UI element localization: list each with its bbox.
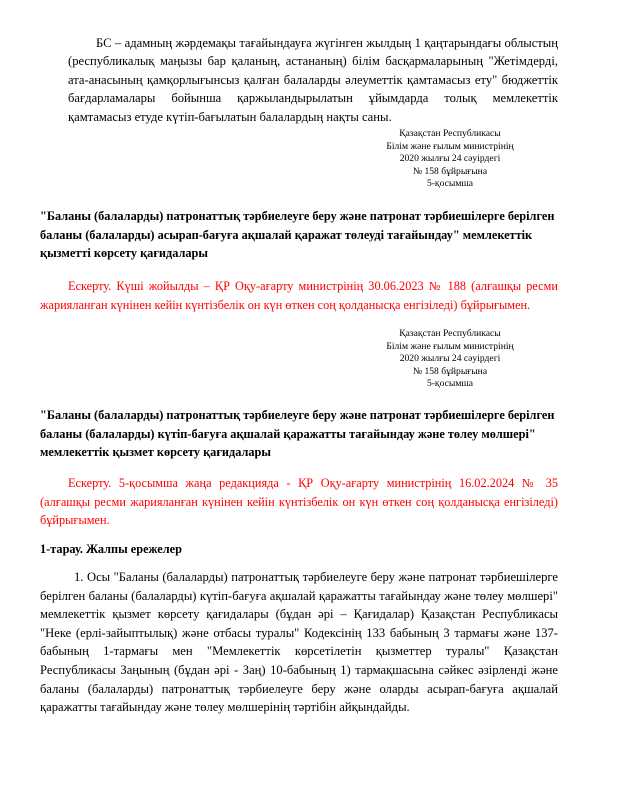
signature-block-second-line-5: 5-қосымша — [426, 378, 474, 390]
signature-block-first — [330, 128, 570, 191]
signature-block-second — [330, 328, 570, 391]
rules-heading-second: "Баланы (балаларды) патронаттық тәрбиелеуге беру және патронат тәрбиешілерге берілген баланы (балаларды) күтіп-бағуға ақшалай қаражатты тағайындау және төлеу мөлшері" мемлекеттік қызмет көрсету қағидалары — [40, 408, 555, 460]
signature-block-first-line-2: Білім және ғылым министрінің — [386, 140, 514, 152]
intro-paragraph: БС – адамның жәрдемақы тағайындауға жүгінген жылдың 1 қаңтарындағы облыстың (республикалық маңызы бар қаланың, астананың) білім басқармаларының "Жетімдерді, ата-анасының қамқорлығынсыз қалған балаларды әлеуметтік қамтамасыз ету" бюджеттік бағдарламалары бойынша қаржыландырылатын ұйымдарда толық мемлекеттік қамтамасыз етуде күтіп-бағылатын балалардың нақты саны. — [68, 36, 558, 124]
chapter-1-heading: 1-тарау. Жалпы ережелер — [40, 542, 182, 556]
signature-block-second-line-4: № 158 бұйрығына — [412, 365, 488, 377]
signature-block-second-line-1: Қазақстан Республикасы — [399, 328, 501, 339]
signature-block-first-line-1: Қазақстан Республикасы — [399, 128, 501, 139]
signature-block-first-line-3: 2020 жылғы 24 сәуірдегі — [399, 153, 501, 165]
rules-heading-first: "Баланы (балаларды) патронаттық тәрбиелеуге беру және патронат тәрбиешілерге берілген баланы (балаларды) асырап-бағуға ақшалай қаражат төлеуді тағайындау" мемлекеттік қызметті көрсету қағидалары — [40, 209, 555, 261]
amendment-note-first: Ескерту. Күші жойылды – ҚР Оқу-ағарту министрінің 30.06.2023 № 188 (алғашқы ресми жарияланған күнінен кейін күнтізбелік он күн өткен соң қолданысқа енгізіледі) бұйрығымен. — [40, 279, 558, 312]
signature-block-second-line-3: 2020 жылғы 24 сәуірдегі — [399, 353, 501, 365]
amendment-note-second: Ескерту. 5-қосымша жаңа редакцияда - ҚР Оқу-ағарту министрінің 16.02.2024 № 35 (алғашқы ресми жарияланған күнінен кейін күнтізбелік он күн өткен соң қолданысқа енгізіледі) бұйрығымен. — [40, 476, 558, 528]
clause-1-paragraph: 1. Осы "Баланы (балаларды) патронаттық тәрбиелеуге беру және патронат тәрбиешілерге берілген баланы (балаларды) күтіп-бағуға ақшалай қаражатты тағайындау және төлеу мөлшері" мемлекеттік қызмет көрсету қағидалары (бұдан әрі – Қағидалар) Қазақстан Республикасы "Неке (ерлі-зайыптылық) және отбасы туралы" Кодексінің 133 бабының 3 тармағы және 137-бабының 1-тармағы мен "Мемлекеттік көрсетілетін қызметтер туралы" Қазақстан Республикасы Заңының (бұдан әрі - Заң) 10-бабының 1) тармақшасына сәйкес әзірленді және баланы (балаларды) патронаттық тәрбиелеуге беру және оларды асырап-бағуға ақшалай қаражатты тағайындау және төлеу мөлшерінің тәртібін айқындайды. — [40, 570, 558, 715]
signature-block-second-line-2: Білім және ғылым министрінің — [386, 340, 514, 352]
signature-block-first-line-5: 5-қосымша — [426, 178, 474, 190]
signature-block-first-line-4: № 158 бұйрығына — [412, 165, 488, 177]
